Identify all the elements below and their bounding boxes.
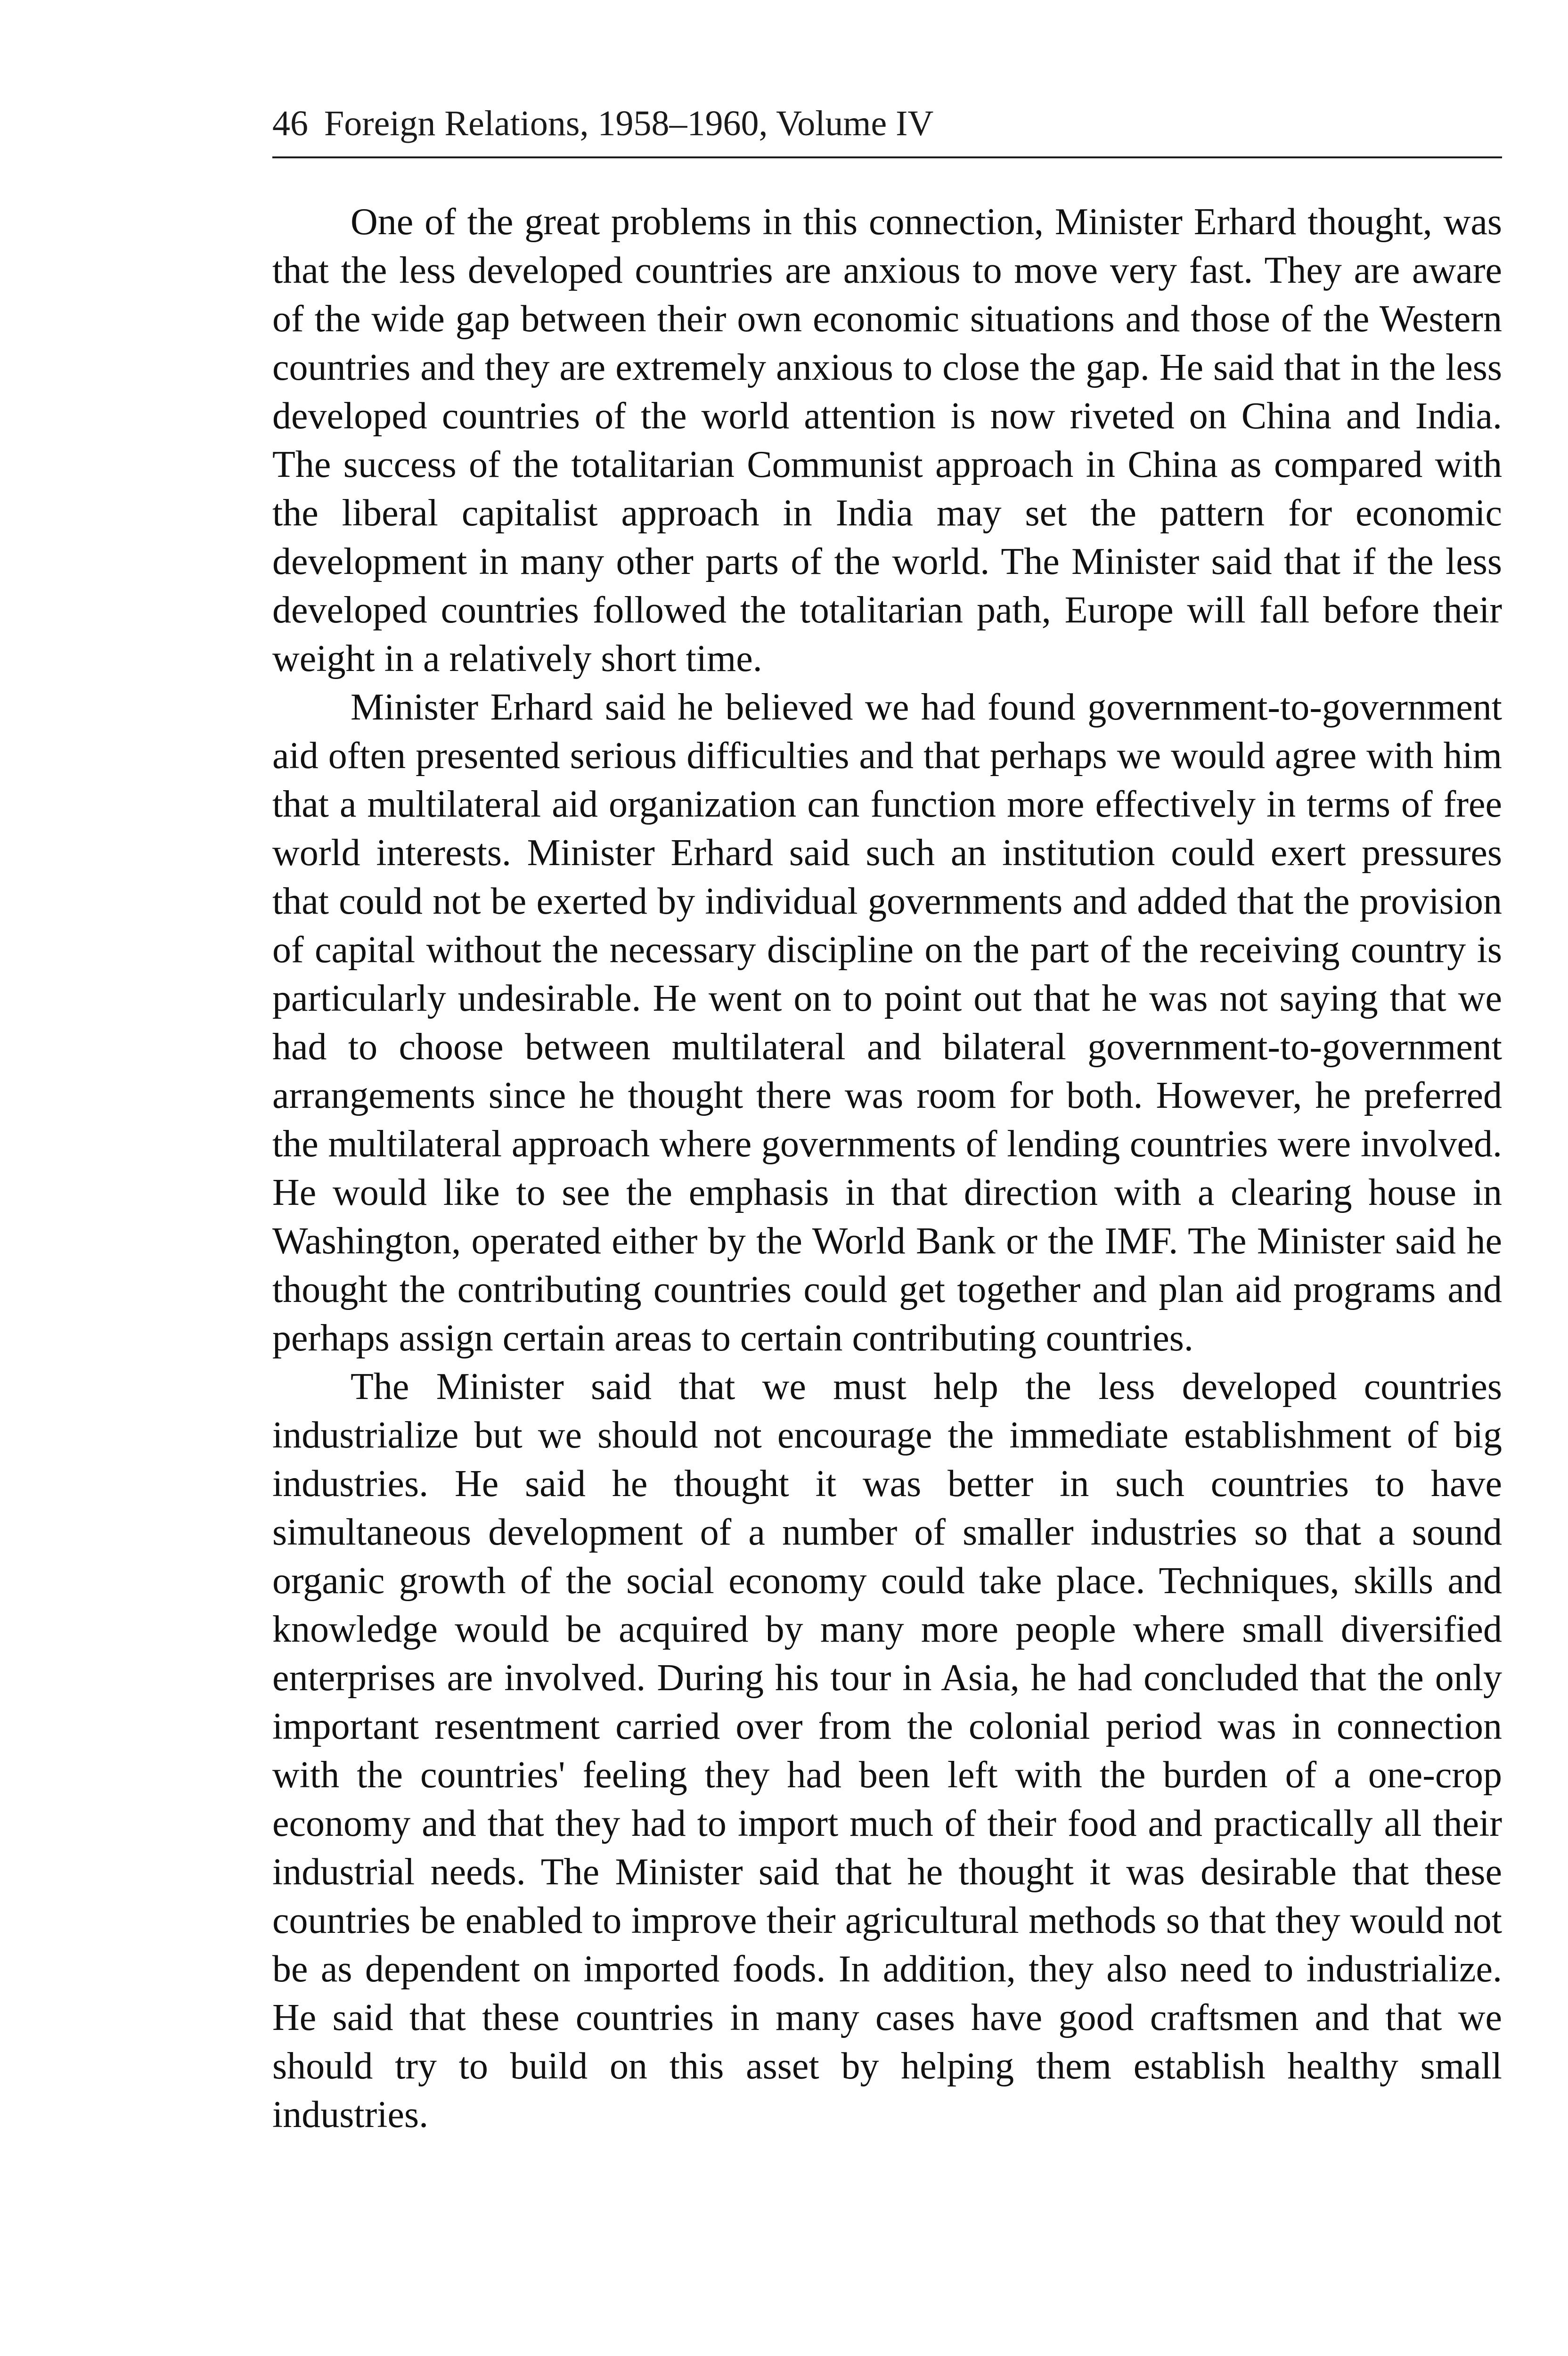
- page-number: 46: [272, 104, 308, 143]
- paragraph: One of the great problems in this connection, Minister Erhard thought, was that the less developed countries are anxious to move very fast. They are aware of the wide gap between their own economic situations and those of the Western countries and they are extremely anxious to close the gap. He said that in the less developed countries of the world attention is now riveted on China and India. The success of the totalitarian Communist approach in China as compared with the liberal capitalist approach in India may set the pattern for economic development in many other parts of the world. The Minister said that if the less developed countries followed the totalitarian path, Europe will fall before their weight in a relatively short time.: [272, 201, 1502, 679]
- paragraph: The Minister said that we must help the less developed countries industrialize but we should not encourage the immediate establishment of big industries. He said he thought it was better in such countries to have simultaneous development of a number of smaller industries so that a sound organic growth of the social economy could take place. Techniques, skills and knowledge would be acquired by many more people where small diversified enterprises are involved. During his tour in Asia, he had concluded that the only important resentment carried over from the colonial period was in connection with the countries' feeling they had been left with the burden of a one-crop economy and that they had to import much of their food and practically all their industrial needs. The Minister said that he thought it was desirable that these countries be enabled to improve their agricultural methods so that they would not be as dependent on imported foods. In addition, they also need to industrialize. He said that these countries in many cases have good craftsmen and that we should try to build on this asset by helping them establish healthy small industries.: [272, 1366, 1502, 2135]
- running-title: Foreign Relations, 1958–1960, Volume IV: [324, 104, 934, 143]
- running-head: [272, 100, 1502, 158]
- body-text: [272, 198, 1502, 2139]
- paragraph: Minister Erhard said he believed we had found government-to-government aid often presented serious difficulties and that perhaps we would agree with him that a multilateral aid organization can function more effectively in terms of free world interests. Minister Erhard said such an institution could exert pressures that could not be exerted by individual governments and added that the provision of capital without the necessary discipline on the part of the receiving country is particularly undesirable. He went on to point out that he was not saying that we had to choose between multilateral and bilateral government-to-government arrangements since he thought there was room for both. However, he preferred the multilateral approach where governments of lending countries were involved. He would like to see the emphasis in that direction with a clearing house in Washington, operated either by the World Bank or the IMF. The Minister said he thought the contributing countries could get together and plan aid programs and perhaps assign certain areas to certain contributing countries.: [272, 687, 1502, 1359]
